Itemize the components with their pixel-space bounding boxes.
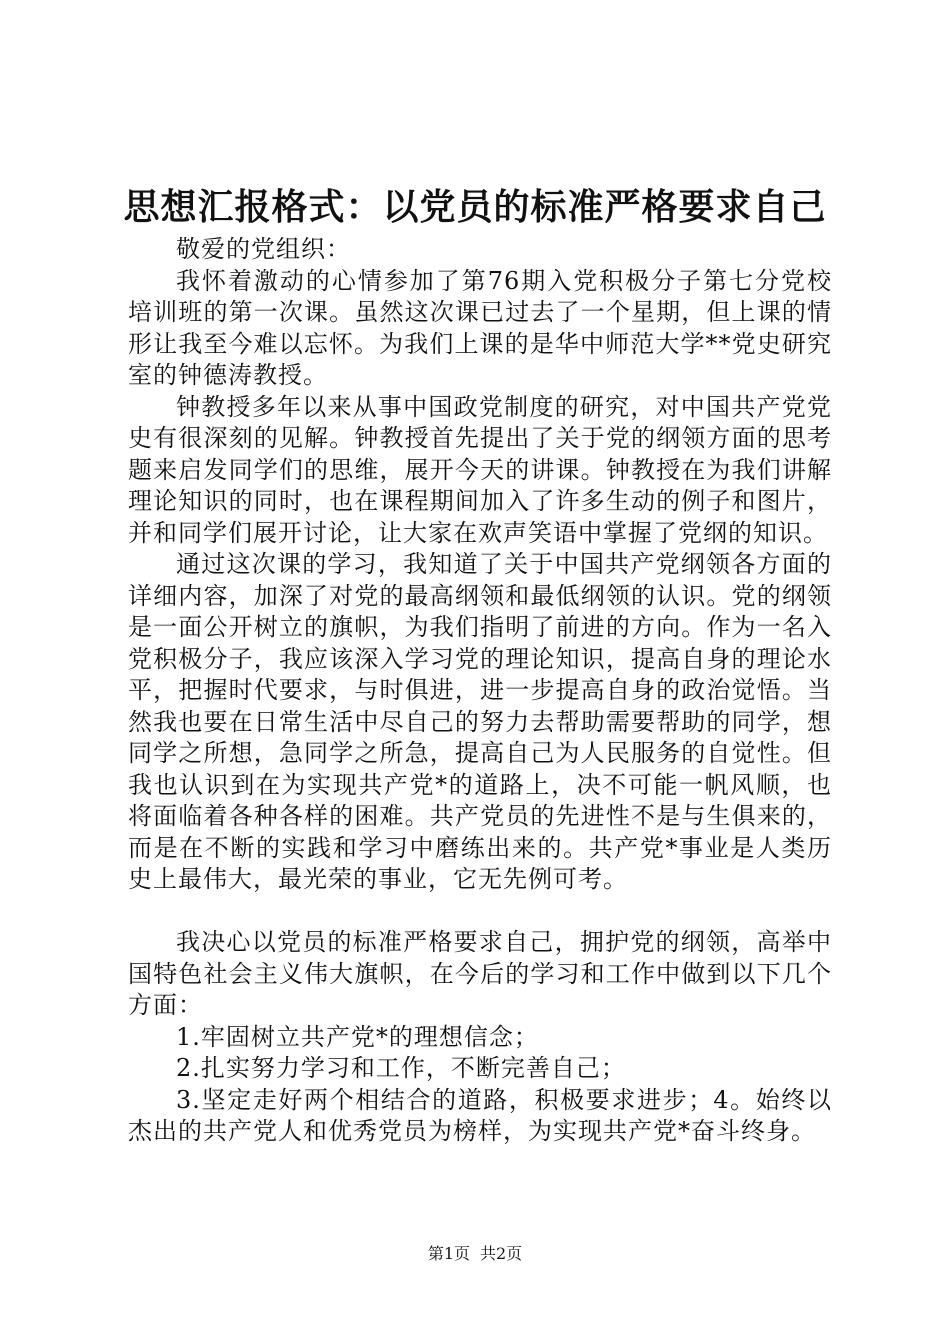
document-title: 思想汇报格式：以党员的标准严格要求自己	[123, 187, 827, 228]
greeting-line: 敬爱的党组织：	[176, 235, 351, 263]
page-footer	[0, 1244, 950, 1264]
paragraph-intro: 我怀着激动的心情参加了第76期入党积极分子第七分党校培训班的第一次课。虽然这次课已过去了一个星期，但上课的情形让我至今难以忘怀。为我们上课的是华中师范大学**党史研究室的钟德涛教授。	[128, 266, 832, 389]
paragraph-reflection: 通过这次课的学习，我知道了关于中国共产党纲领各方面的详细内容，加深了对党的最高纲领和最低纲领的认识。党的纲领是一面公开树立的旗帜，为我们指明了前进的方向。作为一名入党积极分子，我应该深入学习党的理论知识，提高自身的理论水平，把握时代要求，与时俱进，进一步提高自身的政治觉悟。当然我也要在日常生活中尽自己的努力去帮助需要帮助的同学，想同学之所想，急同学之所急，提高自己为人民服务的自觉性。但我也认识到在为实现共产党*的道路上，决不可能一帆风顺，也将面临着各种各样的困难。共产党员的先进性不是与生俱来的，而是在不断的实践和学习中磨练出来的。共产党*事业是人类历史上最伟大，最光荣的事业，它无先例可考。	[128, 550, 832, 893]
page-number-total: 共2页	[480, 1244, 523, 1263]
list-item-2: 2.扎实努力学习和工作，不断完善自己；	[176, 1054, 626, 1082]
paragraph-resolution: 我决心以党员的标准严格要求自己，拥护党的纲领，高举中国特色社会主义伟大旗帜，在今后的学习和工作中做到以下几个方面：	[128, 928, 832, 1019]
list-item-1: 1.牢固树立共产党*的理想信念；	[176, 1022, 539, 1051]
list-item-3: 3.坚定走好两个相结合的道路，积极要求进步；4。始终以杰出的共产党人和优秀党员为榜样，为实现共产党*奋斗终身。	[128, 1085, 832, 1145]
paragraph-spacer	[128, 896, 832, 928]
page-number-current: 第1页	[427, 1244, 470, 1263]
paragraph-professor: 钟教授多年以来从事中国政党制度的研究，对中国共产党党史有很深刻的见解。钟教授首先提出了关于党的纲领方面的思考题来启发同学们的思维，展开今天的讲课。钟教授在为我们讲解理论知识的同时，也在课程期间加入了许多生动的例子和图片，并和同学们展开讨论，让大家在欢声笑语中掌握了党纲的知识。	[128, 392, 832, 547]
document-body	[128, 234, 832, 1148]
